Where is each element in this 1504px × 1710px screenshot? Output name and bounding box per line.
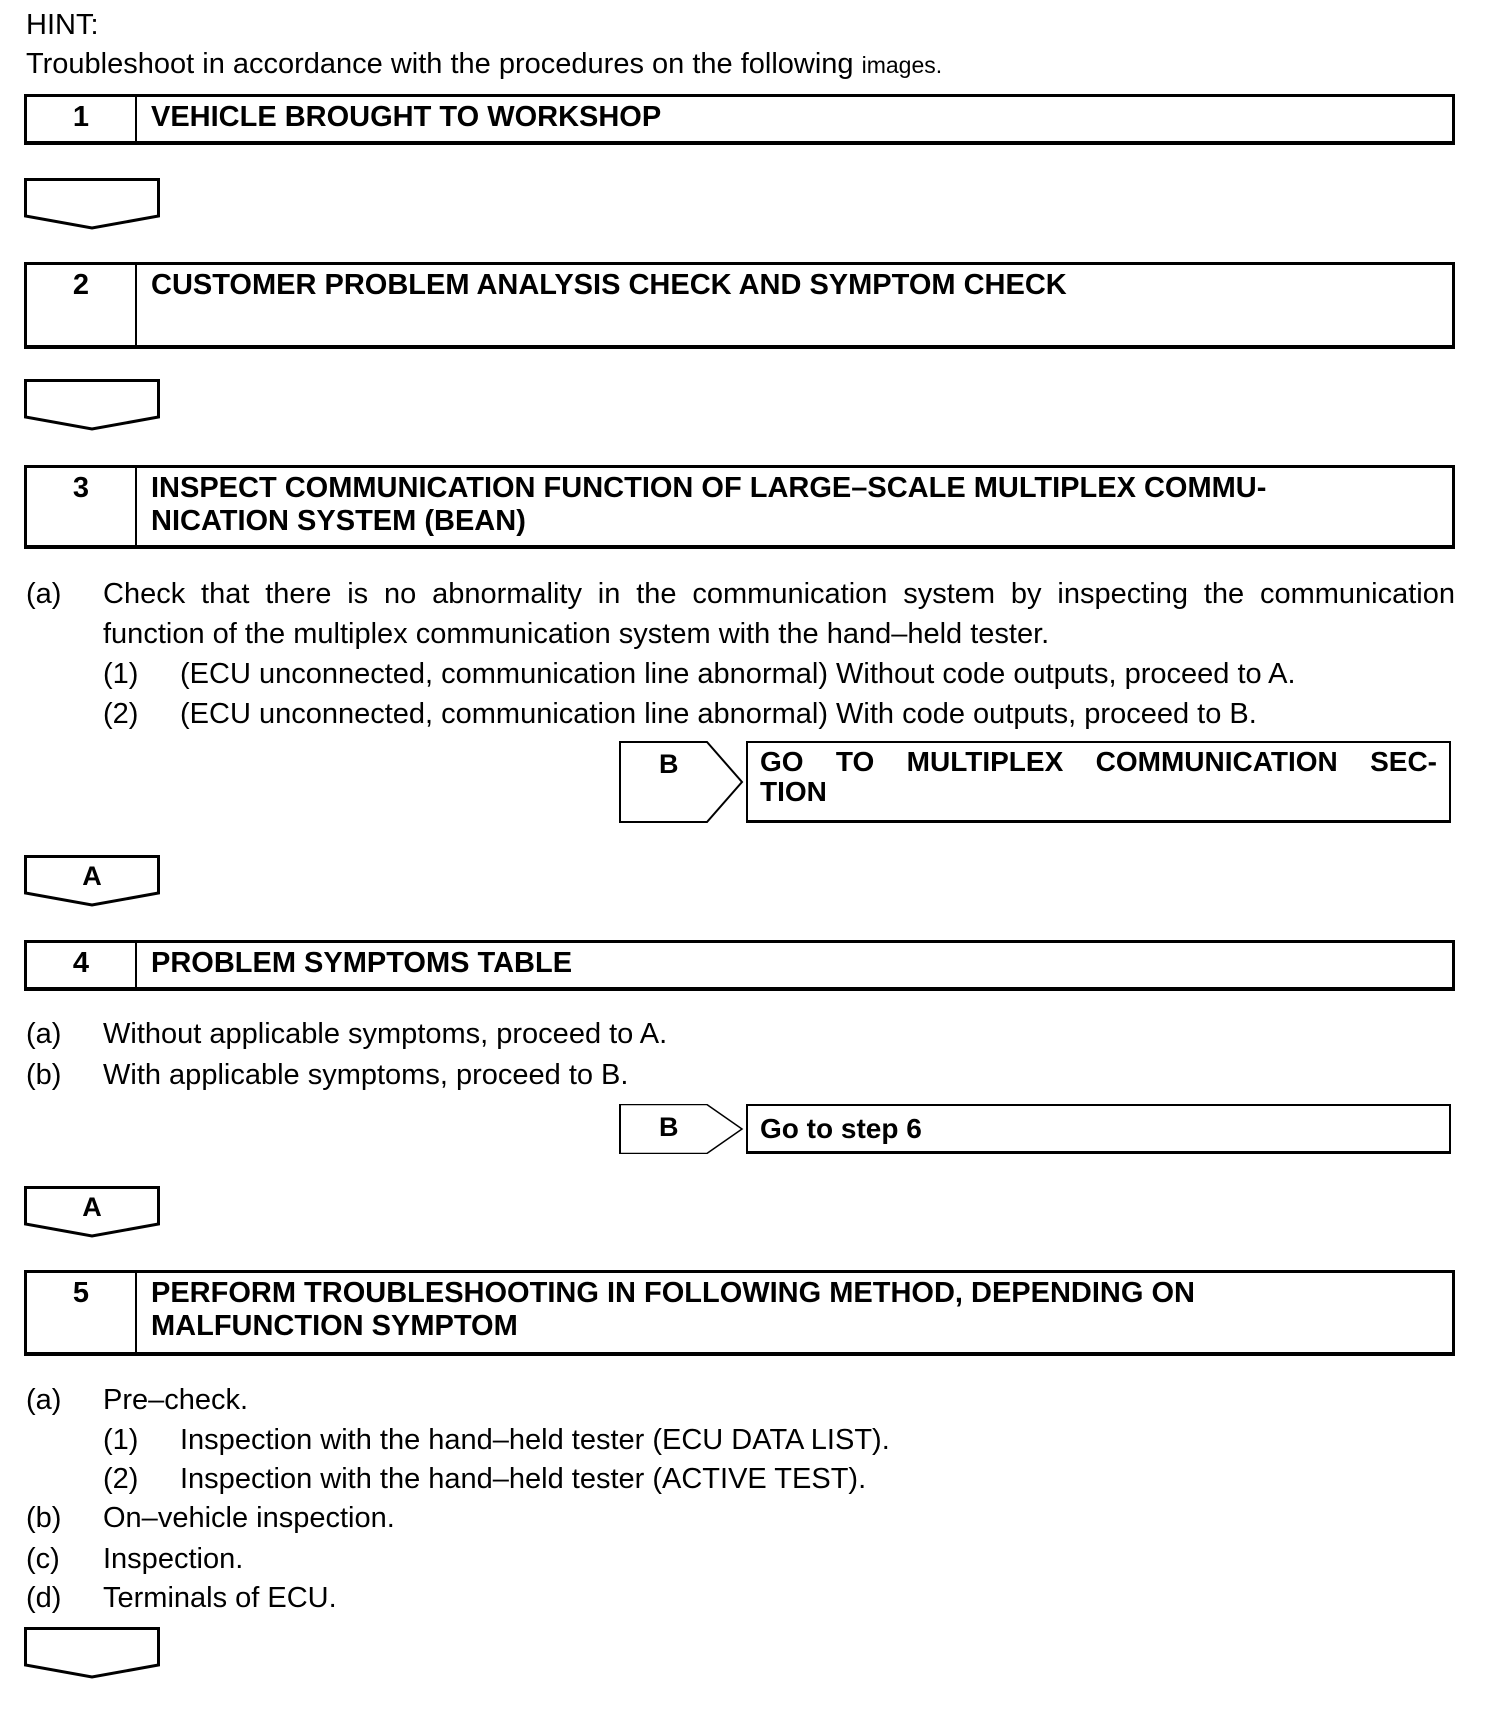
item-marker: (2) — [103, 1463, 139, 1495]
step-title-line: MALFUNCTION SYMPTOM — [151, 1310, 518, 1342]
step-number: 1 — [27, 97, 137, 141]
branch-b-arrow — [619, 741, 744, 823]
flow-arrow-label: A — [82, 861, 102, 891]
step-title — [151, 472, 1442, 538]
hint-text — [26, 47, 942, 82]
item-marker: (b) — [26, 1059, 62, 1091]
branch-label: B — [659, 749, 679, 779]
step-title — [151, 1277, 1442, 1343]
item-marker: (a) — [26, 1384, 62, 1416]
step-title: PROBLEM SYMPTOMS TABLE — [151, 947, 573, 979]
step-number: 2 — [27, 265, 137, 345]
item-text: Inspection with the hand–held tester (ACTIVE TEST). — [180, 1463, 867, 1495]
item-text: Terminals of ECU. — [103, 1582, 337, 1614]
step-number: 3 — [27, 468, 137, 545]
branch-text: Go to step 6 — [760, 1113, 922, 1144]
step-title-line: INSPECT COMMUNICATION FUNCTION OF LARGE–SCALE MULTIPLEX COMMU- — [151, 472, 1267, 504]
flow-arrow-down-icon — [24, 178, 160, 230]
branch-b-arrow — [619, 1104, 744, 1154]
step-title-line: NICATION SYSTEM (BEAN) — [151, 505, 526, 537]
step-number: 4 — [27, 943, 137, 987]
item-marker: (d) — [26, 1582, 62, 1614]
step-3-box — [24, 465, 1455, 549]
item-text: Check that there is no abnormality in the communication system by inspecting the communication — [103, 578, 1455, 610]
item-text: With applicable symptoms, proceed to B. — [103, 1059, 629, 1091]
item-marker: (1) — [103, 658, 139, 690]
item-text: Pre–check. — [103, 1384, 249, 1416]
branch-target-box — [746, 1104, 1451, 1154]
item-text: Inspection. — [103, 1543, 244, 1575]
hint-label: HINT: — [26, 9, 99, 41]
item-text: Without applicable symptoms, proceed to A. — [103, 1018, 668, 1050]
flow-arrow-down-icon — [24, 1186, 160, 1238]
item-marker: (1) — [103, 1424, 139, 1456]
step-number: 5 — [27, 1273, 137, 1352]
item-text: On–vehicle inspection. — [103, 1502, 395, 1534]
item-text: (ECU unconnected, communication line abnormal) With code outputs, proceed to B. — [180, 698, 1257, 730]
branch-label: B — [659, 1112, 679, 1142]
branch-text-line: TION — [760, 776, 827, 807]
item-marker: (c) — [26, 1543, 60, 1575]
flow-arrow-label: A — [82, 1192, 102, 1222]
item-marker: (2) — [103, 698, 139, 730]
hint-text-small: images. — [861, 52, 943, 78]
item-marker: (b) — [26, 1502, 62, 1534]
step-4-box — [24, 940, 1455, 991]
branch-target-box — [746, 741, 1451, 823]
branch-text-line: GO TO MULTIPLEX COMMUNICATION SEC- — [760, 746, 1437, 777]
flow-arrow-down-icon — [24, 1627, 160, 1679]
flow-arrow-down-icon — [24, 855, 160, 907]
flow-arrow-down-icon — [24, 379, 160, 431]
item-text: function of the multiplex communication system with the hand–held tester. — [103, 618, 1050, 650]
step-title: CUSTOMER PROBLEM ANALYSIS CHECK AND SYMPTOM CHECK — [151, 269, 1067, 301]
step-2-box — [24, 262, 1455, 349]
item-marker: (a) — [26, 578, 62, 610]
item-text: (ECU unconnected, communication line abnormal) Without code outputs, proceed to A. — [180, 658, 1296, 690]
item-marker: (a) — [26, 1018, 62, 1050]
step-1-box — [24, 94, 1455, 145]
step-title: VEHICLE BROUGHT TO WORKSHOP — [151, 101, 662, 133]
hint-text-main: Troubleshoot in accordance with the procedures on the following — [26, 48, 854, 80]
step-title-line: PERFORM TROUBLESHOOTING IN FOLLOWING METHOD, DEPENDING ON — [151, 1277, 1195, 1309]
item-text: Inspection with the hand–held tester (ECU DATA LIST). — [180, 1424, 890, 1456]
step-5-box — [24, 1270, 1455, 1356]
